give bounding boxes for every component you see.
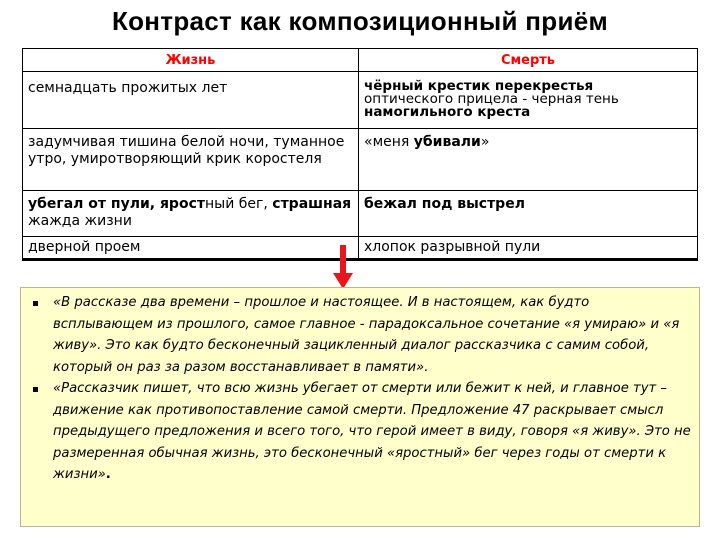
table-row xyxy=(23,237,698,260)
death-cell-text: намогильного креста xyxy=(364,104,531,120)
commentary-list xyxy=(33,292,691,486)
life-cell-text: убегал от пули, ярост xyxy=(28,196,205,212)
life-cell-text: страшная xyxy=(272,196,352,212)
commentary-text: «Рассказчик пишет, что всю жизнь убегает от смерти или бежит к ней, и главное тут – движение как противопоставление самой смерти. Предложение 47 раскрывает смысл предыдущего предложения и всего того, что герой имеет в виду, говоря «я живу». Это не размеренная обычная жизнь, это бесконечный «яростный» бег через годы от смерти к жизни» xyxy=(53,381,691,482)
life-cell-text: ный бег, xyxy=(205,196,273,212)
life-cell xyxy=(23,129,359,191)
list-item xyxy=(33,378,691,486)
life-cell xyxy=(23,191,359,237)
contrast-table xyxy=(22,48,698,261)
death-cell-text: хлопок разрывной пули xyxy=(364,239,541,255)
table-row xyxy=(23,72,698,129)
table-row xyxy=(23,129,698,191)
life-cell-text: семнадцать прожитых лет xyxy=(28,80,228,96)
life-cell-text: жажда жизни xyxy=(28,213,132,229)
commentary-box xyxy=(20,287,700,527)
life-cell xyxy=(23,72,359,129)
death-cell-text: оптического прицела - черная тень xyxy=(364,91,619,107)
death-cell-text: бежал под выстрел xyxy=(364,196,525,212)
life-cell xyxy=(23,237,359,260)
arrow-shaft xyxy=(340,245,346,275)
table-row xyxy=(23,191,698,237)
death-cell-text: «меня xyxy=(364,134,414,150)
commentary-text: «В рассказе два времени – прошлое и настоящее. И в настоящем, как будто всплывающем из прошлого, самое главное - парадоксальное сочетание «я умираю» и «я живу». Это как будто бесконечный зацикленный диалог рассказчика с самим собой, который он раз за разом восстанавливает в памяти». xyxy=(53,295,680,375)
death-cell-text: чёрный крестик перекрестья xyxy=(364,78,594,94)
death-cell xyxy=(359,72,698,129)
end-mark: . xyxy=(105,467,111,482)
list-item xyxy=(33,292,691,378)
arrow-down-icon xyxy=(333,245,353,289)
life-cell-text: дверной проем xyxy=(28,239,141,255)
header-life: Жизнь xyxy=(23,49,359,72)
death-cell xyxy=(359,129,698,191)
death-cell-text: убивали xyxy=(413,134,481,150)
header-death: Смерть xyxy=(359,49,698,72)
death-cell xyxy=(359,237,698,260)
life-cell-text: задумчивая тишина белой ночи, туманное утро, умиротворяющий крик коростеля xyxy=(28,134,345,167)
page-title: Контраст как композиционный приём xyxy=(111,6,609,36)
table-header-row xyxy=(23,49,698,72)
death-cell xyxy=(359,191,698,237)
death-cell-text: » xyxy=(480,134,490,150)
